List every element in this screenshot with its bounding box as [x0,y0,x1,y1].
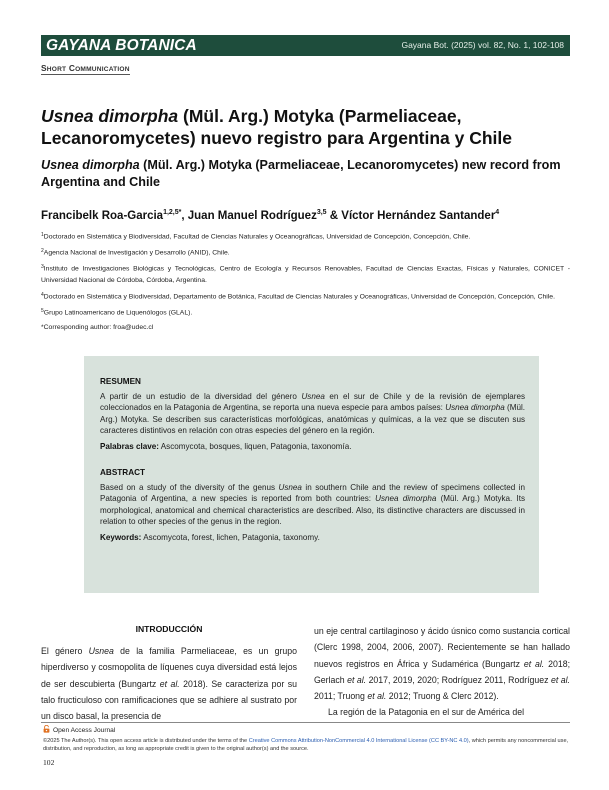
abstract-text [100,482,525,528]
text-run: , which permits any noncommercial use, distribution, and reproduction, as long as appropriate credit is given to the original author(s) and the source. [43,738,569,753]
affiliation-marker: 5 [41,308,44,315]
affiliation-marker: 3 [41,264,44,271]
text-run: de la familia Parmeliaceae, es un grupo hiperdiverso y cosmopolita de líquenes cuya diversidad está lejos de ser descubierta (Bungartz [41,646,297,689]
corresponding-author [41,322,570,333]
author-separator: , [181,210,188,222]
section-label [41,63,130,75]
author-name: Juan Manuel Rodríguez [187,210,317,222]
text-run: en el sur de Chile y de la revisión de ejemplares coleccionados en la Patagonia de Argentina, se reporta una nueva especie para ambos países: [100,392,526,413]
genus-name: Usnea [278,483,302,493]
text-run: in southern Chile and the review of specimens collected in Patagonia of Argentina, a new species is reported from both countries: [100,483,525,504]
journal-citation: Gayana Bot. (2025) vol. 82, No. 1, 102-108 [401,40,564,50]
intro-paragraph [41,643,297,724]
body-column-left [41,624,297,724]
text-run: ©2025 The Author(s). This open access article is distributed under the terms of the [43,738,249,744]
author-affil-marker: 4 [495,209,500,216]
text-run: A partir de un estudio de la diversidad del género [100,392,302,401]
affiliation-item [41,262,570,286]
keywords-text: Ascomycota, forest, lichen, Patagonia, taxonomy. [141,532,320,542]
title-en-species: Usnea dimorpha [41,158,140,172]
affiliation-item [41,230,570,243]
abstract-content [100,377,525,559]
abstract-keywords [100,532,525,543]
intro-paragraph-2: La región de la Patagonia en el sur de América del [328,707,525,718]
author-list [41,209,499,222]
et-al: et al. [347,674,367,685]
et-al: et al. [523,658,545,669]
author-affil-marker: 1,2,5* [163,209,182,216]
article-title-english [41,157,571,190]
text-run: 2011; Truong [314,691,368,702]
open-access-label [43,725,115,735]
corresponding-author-text: *Corresponding author: froa@udec.cl [41,324,154,332]
resumen-text [100,391,525,437]
genus-name: Usnea [301,392,325,401]
author-affil-marker: 3,5 [316,209,327,216]
affiliation-text: Agencia Nacional de Investigación y Desarrollo (ANID), Chile. [43,249,230,257]
text-run: 2017, 2019, 2020; Rodríguez 2011, Rodríguez [366,674,551,685]
intro-paragraph-continued [314,623,570,704]
species-name: Usnea dimorpha [445,403,505,413]
text-run: (Mül. Arg.) Motyka. Its morphological, anatomical and chemical characteristics are described. Also, its distinctive characters are discussed in relation to other species of the genus in the region. [100,494,526,527]
affiliation-marker: 2 [41,248,44,255]
text-run: (Mül. Arg.) Motyka. Se describen sus características morfológicas, anatómicas y químicas, a la vez que se discuten sus caracteres distintivos en relación con otras especies del género en la región. [100,403,526,436]
resumen-heading: RESUMEN [100,377,141,386]
affiliation-marker: 4 [41,291,44,298]
species-name: Usnea dimorpha [375,494,437,504]
affiliation-text: Doctorado en Sistemática y Biodiversidad, Departamento de Botánica, Facultad de Ciencias Naturales y Oceanográficas, Universidad de Concepción, Concepción, Chile. [43,293,555,301]
title-species: Usnea dimorpha [41,106,179,126]
introduction-heading: INTRODUCCIÓN [135,624,203,634]
journal-name: GAYANA BOTANICA [46,37,197,54]
et-al: et al. [367,691,387,702]
resumen-keywords [100,441,525,452]
affiliation-text: Doctorado en Sistemática y Biodiversidad, Facultad de Ciencias Naturales y Oceanográficas, Universidad de Concepción, Concepción, Chile. [43,233,471,241]
open-access-text: Open Access Journal [53,727,116,734]
affiliation-text: Grupo Latinoamericano de Liquenólogos (GLAL). [43,309,193,317]
affiliation-item [41,290,570,303]
keywords-text: Ascomycota, bosques, liquen, Patagonia, taxonomía. [158,441,352,451]
affiliations [41,230,570,337]
et-al: et al. [159,678,180,689]
title-en-rest: (Mül. Arg.) Motyka (Parmeliaceae, Lecanoromycetes) new record from Argentina and Chile [41,158,561,189]
text-run: 2018). Se caracteriza por su talo fructiculoso con ramificaciones que se adhiere al sustrato por un disco basal, la presencia de [41,678,297,722]
genus-name: Usnea [88,646,114,656]
text-run: El género [41,646,89,656]
footer-divider [41,722,570,723]
text-run: 2018; Gerlach [314,658,570,685]
affiliation-marker: 1 [41,232,44,238]
open-lock-icon [43,725,50,735]
affiliation-item [41,306,570,319]
license-notice [43,737,570,754]
article-title-spanish [41,105,571,149]
section-label-text: SHORT COMMUNICATION [41,63,130,73]
keywords-label: Palabras clave: [100,441,159,451]
text-run: 2012; Truong & Clerc 2012). [386,691,499,702]
body-column-right [314,623,570,721]
text-run: Based on a study of the diversity of the genus [100,483,279,493]
author-name: Víctor Hernández Santander [341,210,496,222]
journal-header-bar [41,35,570,56]
affiliation-text: Instituto de Investigaciones Biológicas y Tecnológicas, Centro de Ecología y Recursos Renovables, Facultad de Ciencias Exactas, Físicas y Naturales, CONICET - Universidad Nacional de Córdoba, Córdoba, Argentina. [41,265,570,285]
affiliation-item [41,246,570,259]
abstract-box [84,356,539,593]
author-separator: & [326,210,342,222]
title-rest: (Mül. Arg.) Motyka (Parmeliaceae, Lecanoromycetes) nuevo registro para Argentina y Chile [41,106,513,148]
et-al: et al. [550,674,570,685]
text-run: un eje central cartilaginoso y ácido úsnico como sustancia cortical (Clerc 1998, 2004, 2006, 2007). Recientemente se han hallado nuevos registros en África y Sudamérica (Bungartz [314,626,570,669]
abstract-heading: ABSTRACT [100,468,146,478]
cc-license-link[interactable]: Creative Commons Attribution-NonCommercial 4.0 International License (CC BY-NC 4.0) [248,738,469,744]
page-number: 102 [43,758,55,767]
keywords-label: Keywords: [100,532,142,542]
author-name: Francibelk Roa-Garcia [41,210,164,222]
